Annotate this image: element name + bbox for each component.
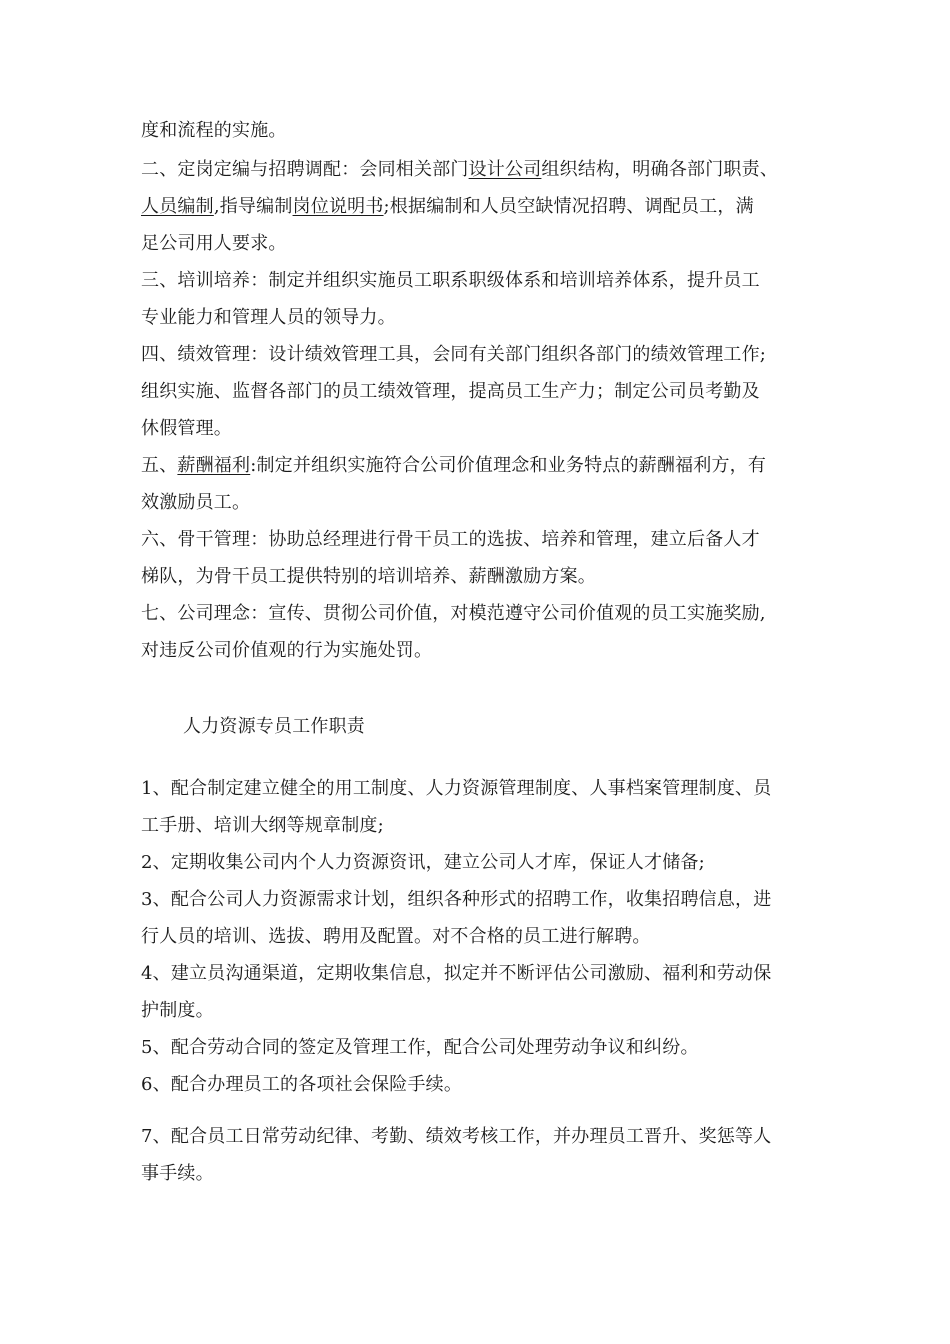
link-job-description[interactable]: 岗位说明书 [292,196,384,217]
link-staffing[interactable]: 人员编制 [141,196,214,217]
duty-4-line-1: 4、建立员沟通渠道，定期收集信息，拟定并不断评估公司激励、福利和劳动保 [141,963,772,984]
item-4-line-2: 组织实施、监督各部门的员工绩效管理，提高员工生产力；制定公司员考勤及 [141,381,760,402]
item-6-line-2: 梯队，为骨干员工提供特别的培训培养、薪酬激励方案。 [141,566,596,587]
duty-4-line-2: 护制度。 [141,1000,214,1021]
duty-3-line-2: 行人员的培训、选拔、聘用及配置。对不合格的员工进行解聘。 [141,926,651,947]
item-4-line-3: 休假管理。 [141,418,232,439]
item-2-line-3: 足公司用人要求。 [141,233,287,254]
text-span: ,指导编制 [213,196,293,217]
duty-7-line-1: 7、配合员工日常劳动纪律、考勤、绩效考核工作，并办理员工晋升、奖惩等人 [141,1126,772,1147]
text-line: 度和流程的实施。 [141,120,287,141]
duty-5: 5、配合劳动合同的签定及管理工作，配合公司处理劳动争议和纠纷。 [141,1037,699,1058]
duty-1-line-1: 1、配合制定建立健全的用工制度、人力资源管理制度、人事档案管理制度、员 [141,778,772,799]
item-2-line-1 [141,157,778,183]
duty-6: 6、配合办理员工的各项社会保险手续。 [141,1074,463,1095]
item-3-line-2: 专业能力和管理人员的领导力。 [141,307,396,328]
section-heading: 人力资源专员工作职责 [183,716,365,737]
duty-7-line-2: 事手续。 [141,1163,214,1184]
item-7-line-2: 对违反公司价值观的行为实施处罚。 [141,640,433,661]
item-6-line-1: 六、骨干管理：协助总经理进行骨干员工的选拔、培养和管理，建立后备人才 [141,529,760,550]
duty-3-line-1: 3、配合公司人力资源需求计划，组织各种形式的招聘工作，收集招聘信息，进 [141,889,772,910]
item-5-line-2: 效激励员工。 [141,492,251,513]
link-compensation[interactable]: 薪酬福利 [177,455,251,476]
text-span: 五、 [141,455,178,476]
text-span: 二、定岗定编与招聘调配：会同相关部门 [141,159,469,180]
item-5-line-1 [141,453,766,479]
item-3-line-1: 三、培训培养：制定并组织实施员工职系职级体系和培训培养体系，提升员工 [141,270,760,291]
duty-1-line-2: 工手册、培训大纲等规章制度; [141,815,384,836]
item-2-line-2 [141,194,754,220]
link-design-company[interactable]: 设计公司 [468,159,542,180]
item-7-line-1: 七、公司理念：宣传、贯彻公司价值，对模范遵守公司价值观的员工实施奖励, [141,603,766,624]
text-span: :制定并组织实施符合公司价值理念和业务特点的薪酬福利方，有 [250,455,767,476]
text-span: 组织结构，明确各部门职责、 [541,159,779,180]
text-span: ;根据编制和人员空缺情况招聘、调配员工，满 [383,196,754,217]
item-4-line-1: 四、绩效管理：设计绩效管理工具，会同有关部门组织各部门的绩效管理工作; [141,344,767,365]
duty-2: 2、定期收集公司内个人力资源资讯，建立公司人才库，保证人才储备; [141,852,705,873]
